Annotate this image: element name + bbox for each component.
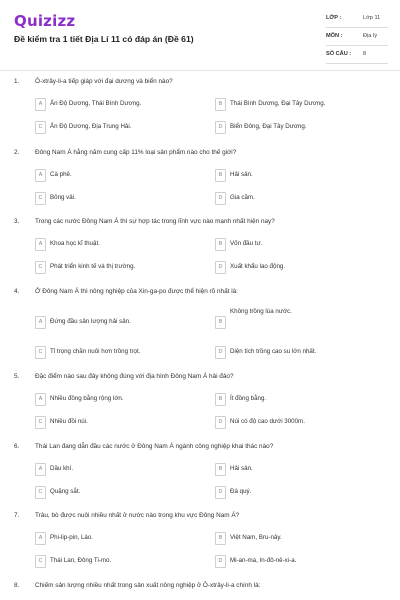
option-text: Diện tích trồng cao su lớn nhất. bbox=[230, 348, 317, 355]
option-letter: D bbox=[215, 192, 226, 205]
option-text: Phi-lip-pin, Lào. bbox=[50, 534, 93, 541]
option-text: Không trồng lúa nước. bbox=[230, 308, 292, 315]
option-letter: B bbox=[215, 169, 226, 182]
option-letter: D bbox=[215, 261, 226, 274]
option-letter: D bbox=[215, 121, 226, 134]
option-letter: B bbox=[215, 98, 226, 111]
option-letter: D bbox=[215, 346, 226, 359]
option-letter: B bbox=[215, 316, 226, 329]
option-letter: A bbox=[35, 393, 46, 406]
option-letter: C bbox=[35, 416, 46, 429]
meta-subject bbox=[326, 28, 388, 46]
option-letter: B bbox=[215, 463, 226, 476]
option-text: Xuất khẩu lao động. bbox=[230, 263, 286, 270]
question-text: Chiếm sản lượng nhiều nhất trong sản xuất nông nghiệp ở Ô-xtrây-li-a chính là: bbox=[35, 582, 261, 589]
option-letter: C bbox=[35, 486, 46, 499]
option-text: Mi-an-ma, In-đô-nê-xi-a. bbox=[230, 557, 297, 564]
option-text: Hải sản. bbox=[230, 171, 253, 178]
option-letter: A bbox=[35, 98, 46, 111]
quiz-title: Đề kiểm tra 1 tiết Địa Lí 11 có đáp án (Đề 61) bbox=[14, 34, 194, 44]
quizizz-logo: Quizizz bbox=[14, 12, 76, 30]
option-letter: C bbox=[35, 121, 46, 134]
option-text: Đá quý. bbox=[230, 488, 252, 495]
option-letter: D bbox=[215, 416, 226, 429]
option-text: Tỉ trọng chăn nuôi hơn trồng trọt. bbox=[50, 348, 141, 355]
question-number: 3. bbox=[14, 218, 20, 225]
option-letter: A bbox=[35, 463, 46, 476]
question-number: 5. bbox=[14, 373, 20, 380]
option-text: Quặng sắt. bbox=[50, 488, 81, 495]
option-letter: A bbox=[35, 169, 46, 182]
question-text: Trong các nước Đông Nam Á thì sự hợp tác trong lĩnh vực nào mạnh nhất hiện nay? bbox=[35, 218, 275, 225]
option-letter: B bbox=[215, 532, 226, 545]
option-text: Biển Đông, Đại Tây Dương. bbox=[230, 123, 307, 130]
option-text: Nhiều đồi núi. bbox=[50, 418, 88, 425]
option-text: Vốn đầu tư. bbox=[230, 240, 263, 247]
option-text: Núi có độ cao dưới 3000m. bbox=[230, 418, 305, 425]
option-letter: C bbox=[35, 346, 46, 359]
option-letter: D bbox=[215, 555, 226, 568]
option-letter: C bbox=[35, 192, 46, 205]
option-text: Thái Bình Dương, Đại Tây Dương. bbox=[230, 100, 326, 107]
question-number: 8. bbox=[14, 582, 20, 589]
option-letter: A bbox=[35, 316, 46, 329]
question-number: 1. bbox=[14, 78, 20, 85]
option-text: Hải sản. bbox=[230, 465, 253, 472]
option-text: Nhiều đồng bằng rộng lớn. bbox=[50, 395, 124, 402]
question-text: Đông Nam Á hằng năm cung cấp 11% loại sản phẩm nào cho thế giới? bbox=[35, 149, 237, 156]
question-text: Ô-xtrây-li-a tiếp giáp với đại dương và biển nào? bbox=[35, 78, 173, 85]
option-letter: D bbox=[215, 486, 226, 499]
meta-count bbox=[326, 46, 388, 64]
option-text: Ấn Độ Dương, Thái Bình Dương. bbox=[50, 100, 142, 107]
option-letter: C bbox=[35, 261, 46, 274]
option-text: Phát triển kinh tế và thị trường. bbox=[50, 263, 136, 270]
question-text: Thái Lan đang dẫn đầu các nước ở Đông Nam Á ngành công nghiệp khai thác nào? bbox=[35, 443, 274, 450]
option-letter: C bbox=[35, 555, 46, 568]
meta-count-label: SỐ CÂU : bbox=[326, 51, 352, 57]
meta-class-label: LỚP : bbox=[326, 15, 342, 21]
option-text: Thái Lan, Đông Ti-mo. bbox=[50, 557, 112, 564]
question-text: Ở Đông Nam Á thì nông nghiệp của Xin-ga-po được thể hiện rõ nhất là: bbox=[35, 288, 238, 295]
option-letter: B bbox=[215, 393, 226, 406]
question-number: 7. bbox=[14, 512, 20, 519]
option-text: Khoa học kĩ thuật. bbox=[50, 240, 100, 247]
option-text: Việt Nam, Bru-nây. bbox=[230, 534, 282, 541]
question-number: 2. bbox=[14, 149, 20, 156]
question-number: 4. bbox=[14, 288, 20, 295]
option-text: Ấn Độ Dương, Địa Trung Hải. bbox=[50, 123, 132, 130]
option-letter: A bbox=[35, 532, 46, 545]
option-text: Đứng đầu sản lượng hải sản. bbox=[50, 318, 131, 325]
meta-subject-label: MÔN : bbox=[326, 33, 343, 39]
option-letter: B bbox=[215, 238, 226, 251]
quiz-meta bbox=[326, 10, 388, 64]
option-text: Cà phê. bbox=[50, 171, 72, 178]
meta-count-value: 8 bbox=[363, 51, 367, 57]
header bbox=[0, 0, 400, 71]
option-text: Ít đồng bằng. bbox=[230, 395, 267, 402]
meta-class bbox=[326, 10, 388, 28]
question-text: Đặc điểm nào sau đây không đúng với địa hình Đông Nam Á hải đảo? bbox=[35, 373, 234, 380]
meta-subject-value: Địa lý bbox=[363, 33, 377, 39]
meta-class-value: Lớp 11 bbox=[363, 15, 381, 21]
option-letter: A bbox=[35, 238, 46, 251]
option-text: Gia cầm. bbox=[230, 194, 255, 201]
question-number: 6. bbox=[14, 443, 20, 450]
question-text: Trâu, bò được nuôi nhiều nhất ở nước nào trong khu vực Đông Nam Á? bbox=[35, 512, 240, 519]
option-text: Dầu khí. bbox=[50, 465, 74, 472]
option-text: Bông vải. bbox=[50, 194, 76, 201]
